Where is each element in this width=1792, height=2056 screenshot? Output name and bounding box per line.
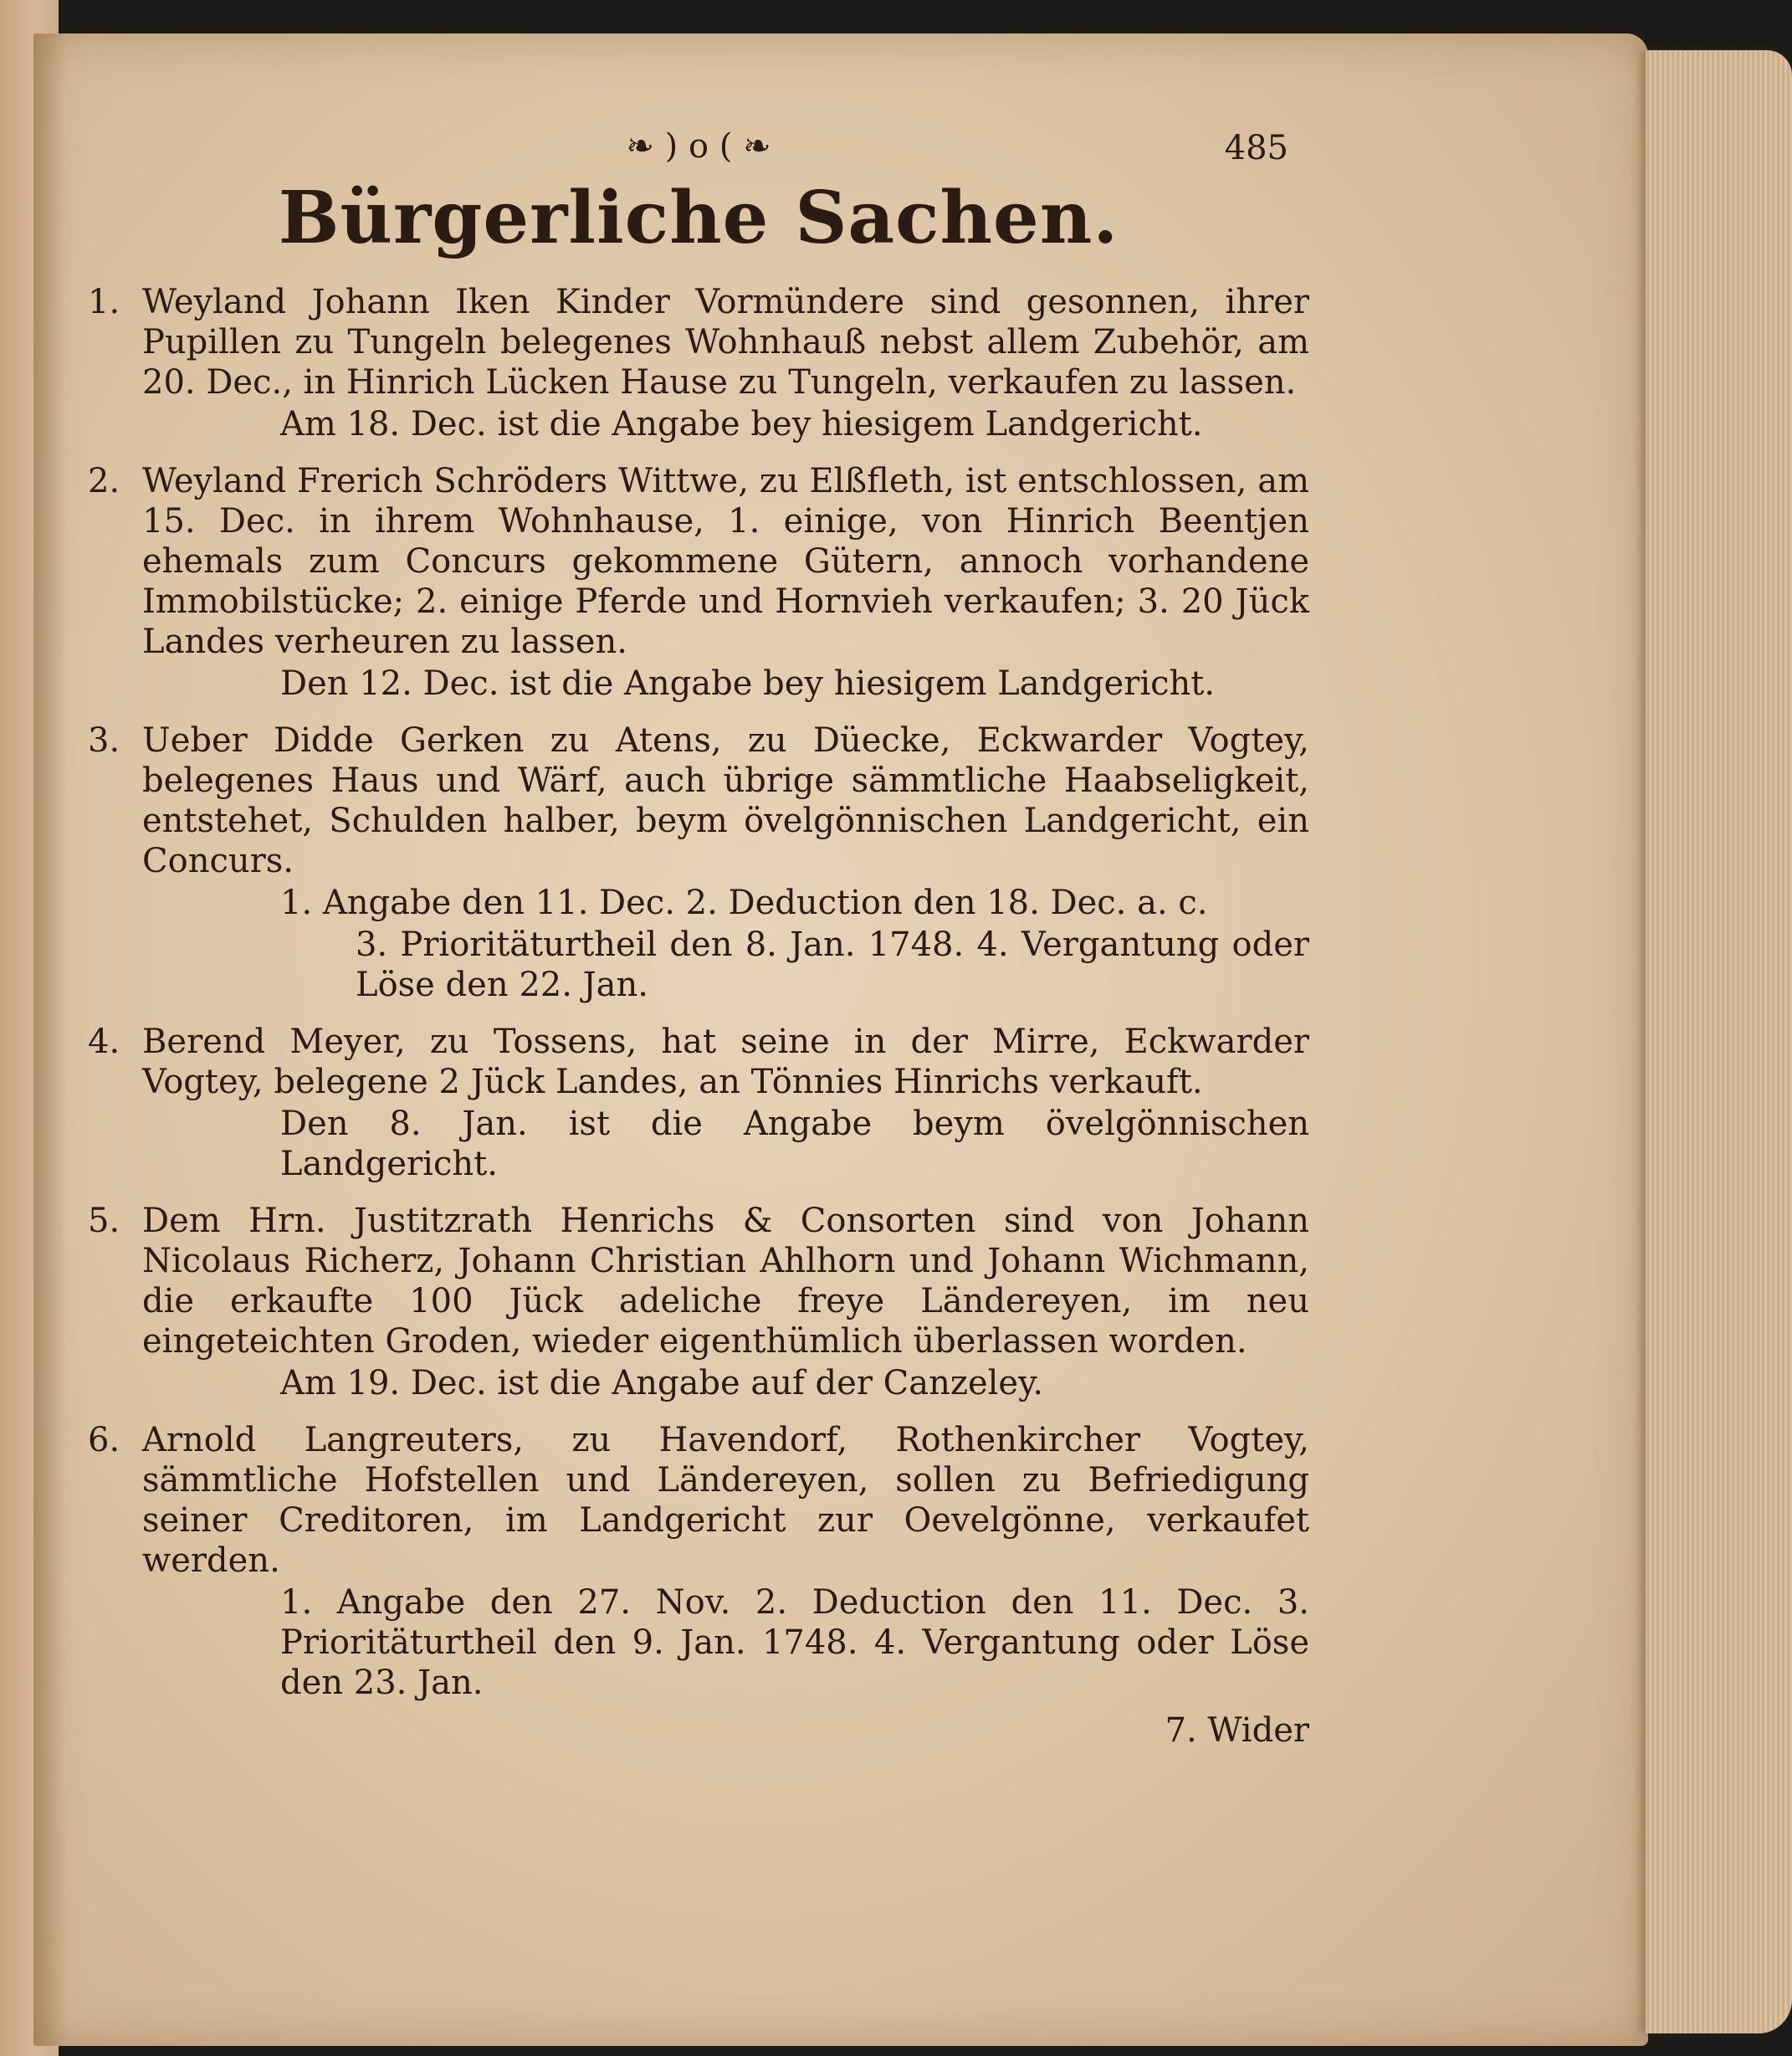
entry-text: Weyland Johann Iken Kinder Vormündere sind gesonnen, ihrer Pupillen zu Tungeln belegenes Wohnhauß nebst allem Zubehör, am 20. Dec., in Hinrich Lücken Hause zu Tungeln, verkaufen zu lassen. bbox=[142, 283, 1309, 402]
entry-number: 6. bbox=[88, 1421, 120, 1459]
entry-note: Am 19. Dec. ist die Angabe auf der Canzeley. bbox=[280, 1364, 1044, 1402]
entry-1 bbox=[88, 282, 1309, 444]
entry-text: Weyland Frerich Schröders Wittwe, zu Elßfleth, ist entschlossen, am 15. Dec. in ihrem Wohnhause, 1. einige, von Hinrich Beentjen ehemals zum Concurs gekommene Gütern, annoch vorhandene Immobilstücke; 2. einige Pferde und Hornvieh verkaufen; 3. 20 Jück Landes verheuren zu lassen. bbox=[142, 462, 1309, 661]
entry-5 bbox=[88, 1201, 1309, 1403]
entry-note: Den 8. Jan. ist die Angabe beym övelgönnischen Landgericht. bbox=[280, 1105, 1309, 1183]
page-gutter bbox=[33, 33, 67, 2046]
entry-note: 3. Prioritäturtheil den 8. Jan. 1748. 4. Vergantung oder Löse den 22. Jan. bbox=[356, 925, 1309, 1004]
entry-6 bbox=[88, 1420, 1309, 1703]
page-stack-edge bbox=[1646, 50, 1792, 2033]
entry-number: 5. bbox=[88, 1202, 120, 1240]
page-text bbox=[88, 117, 1309, 1750]
page-title: Bürgerliche Sachen. bbox=[278, 176, 1119, 260]
page-number: 485 bbox=[1224, 129, 1288, 167]
entry-text: Berend Meyer, zu Tossens, hat seine in der Mirre, Eckwarder Vogtey, belegene 2 Jück Landes, an Tönnies Hinrichs verkauft. bbox=[142, 1023, 1309, 1101]
entry-note: 1. Angabe den 11. Dec. 2. Deduction den 18. Dec. a. c. bbox=[280, 884, 1208, 922]
running-head-ornament: ❧ ) o ( ❧ bbox=[626, 127, 771, 166]
entry-2 bbox=[88, 461, 1309, 704]
entry-number: 2. bbox=[88, 462, 120, 500]
entry-note: Am 18. Dec. ist die Angabe bey hiesigem Landgericht. bbox=[280, 405, 1203, 444]
entry-number: 1. bbox=[88, 283, 120, 321]
entry-note: Den 12. Dec. ist die Angabe bey hiesigem Landgericht. bbox=[280, 664, 1216, 703]
entry-note: 1. Angabe den 27. Nov. 2. Deduction den 11. Dec. 3. Prioritäturtheil den 9. Jan. 1748. 4. Vergantung oder Löse den 23. Jan. bbox=[280, 1583, 1309, 1702]
entry-text: Arnold Langreuters, zu Havendorf, Rothenkircher Vogtey, sämmtliche Hofstellen und Ländereyen, sollen zu Befriedigung seiner Creditoren, im Landgericht zur Oevelgönne, verkaufet werden. bbox=[142, 1421, 1309, 1580]
catchword: 7. Wider bbox=[1165, 1711, 1309, 1750]
entry-text: Ueber Didde Gerken zu Atens, zu Düecke, Eckwarder Vogtey, belegenes Haus und Wärf, auch übrige sämmtliche Haabseligkeit, entstehet, Schulden halber, beym övelgönnischen Landgericht, ein Concurs. bbox=[142, 721, 1309, 880]
entry-3 bbox=[88, 720, 1309, 1005]
entry-4 bbox=[88, 1022, 1309, 1184]
entry-text: Dem Hrn. Justitzrath Henrichs & Consorten sind von Johann Nicolaus Richerz, Johann Christian Ahlhorn und Johann Wichmann, die erkaufte 100 Jück adeliche freye Ländereyen, im neu eingeteichten Groden, wieder eigenthümlich überlassen worden. bbox=[142, 1202, 1309, 1361]
entry-number: 4. bbox=[88, 1023, 120, 1061]
running-head bbox=[88, 117, 1309, 176]
entry-number: 3. bbox=[88, 721, 120, 760]
